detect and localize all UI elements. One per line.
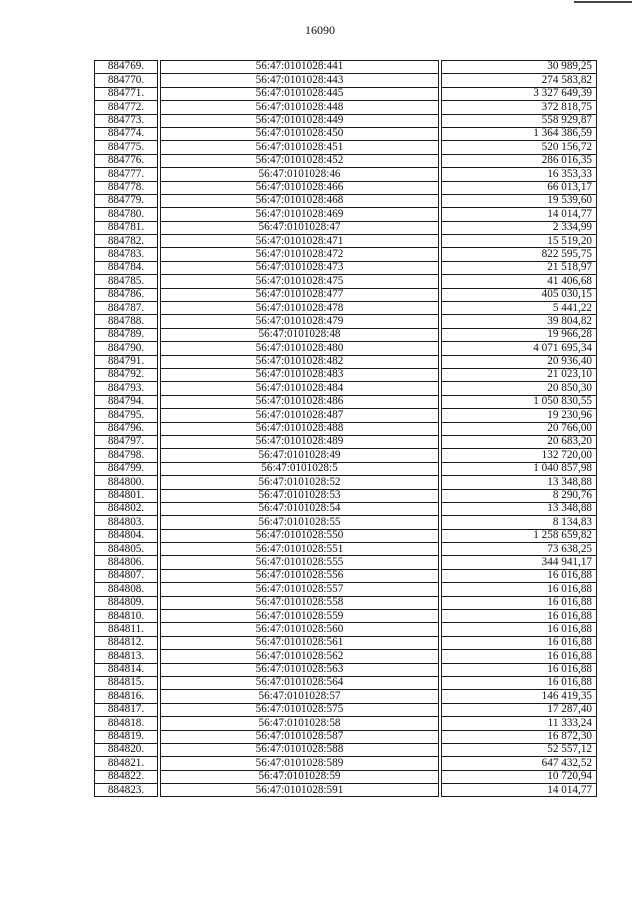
- row-number-cell: 884823.: [95, 784, 158, 797]
- row-number-cell: 884821.: [95, 757, 158, 770]
- table-row: [95, 235, 597, 248]
- table-row: [95, 302, 597, 315]
- cadastral-value-cell: 3 327 649,39: [442, 87, 597, 100]
- cadastral-number-cell: 56:47:0101028:480: [161, 342, 439, 355]
- cadastral-value-cell: 16 016,88: [442, 569, 597, 582]
- cadastral-number-cell: 56:47:0101028:556: [161, 569, 439, 582]
- cadastral-number-cell: 56:47:0101028:49: [161, 449, 439, 462]
- row-number-cell: 884822.: [95, 770, 158, 783]
- row-number-cell: 884817.: [95, 703, 158, 716]
- row-number-cell: 884796.: [95, 422, 158, 435]
- row-number-cell: 884799.: [95, 462, 158, 475]
- cadastral-value-cell: 16 016,88: [442, 610, 597, 623]
- row-number-cell: 884789.: [95, 328, 158, 341]
- cadastral-number-cell: 56:47:0101028:564: [161, 676, 439, 689]
- cadastral-value-cell: 146 419,35: [442, 690, 597, 703]
- cadastral-number-cell: 56:47:0101028:441: [161, 61, 439, 74]
- table-row: [95, 288, 597, 301]
- table-row: [95, 74, 597, 87]
- cadastral-value-cell: 132 720,00: [442, 449, 597, 462]
- row-number-cell: 884778.: [95, 181, 158, 194]
- row-number-cell: 884798.: [95, 449, 158, 462]
- row-number-cell: 884788.: [95, 315, 158, 328]
- cadastral-value-cell: 20 936,40: [442, 355, 597, 368]
- row-number-cell: 884807.: [95, 569, 158, 582]
- cadastral-number-cell: 56:47:0101028:58: [161, 717, 439, 730]
- cadastral-value-cell: 16 016,88: [442, 663, 597, 676]
- row-number-cell: 884809.: [95, 596, 158, 609]
- cadastral-number-cell: 56:47:0101028:472: [161, 248, 439, 261]
- cadastral-number-cell: 56:47:0101028:471: [161, 235, 439, 248]
- cadastral-number-cell: 56:47:0101028:57: [161, 690, 439, 703]
- table-row: [95, 583, 597, 596]
- cadastral-number-cell: 56:47:0101028:478: [161, 302, 439, 315]
- row-number-cell: 884801.: [95, 489, 158, 502]
- cadastral-value-cell: 30 989,25: [442, 61, 597, 74]
- cadastral-number-cell: 56:47:0101028:448: [161, 101, 439, 114]
- cadastral-number-cell: 56:47:0101028:550: [161, 529, 439, 542]
- table-row: [95, 516, 597, 529]
- table-row: [95, 114, 597, 127]
- table-row: [95, 784, 597, 797]
- table-row: [95, 395, 597, 408]
- row-number-cell: 884797.: [95, 435, 158, 448]
- cadastral-value-cell: 16 353,33: [442, 168, 597, 181]
- cadastral-number-cell: 56:47:0101028:466: [161, 181, 439, 194]
- row-number-cell: 884814.: [95, 663, 158, 676]
- cadastral-value-cell: 14 014,77: [442, 208, 597, 221]
- table-row: [95, 61, 597, 74]
- cadastral-value-cell: 647 432,52: [442, 757, 597, 770]
- table-row: [95, 529, 597, 542]
- row-number-cell: 884779.: [95, 194, 158, 207]
- cadastral-number-cell: 56:47:0101028:473: [161, 261, 439, 274]
- row-number-cell: 884815.: [95, 676, 158, 689]
- cadastral-value-cell: 822 595,75: [442, 248, 597, 261]
- cadastral-value-cell: 14 014,77: [442, 784, 597, 797]
- cadastral-number-cell: 56:47:0101028:477: [161, 288, 439, 301]
- row-number-cell: 884775.: [95, 141, 158, 154]
- table-row: [95, 435, 597, 448]
- cadastral-value-cell: 520 156,72: [442, 141, 597, 154]
- row-number-cell: 884794.: [95, 395, 158, 408]
- table-row: [95, 717, 597, 730]
- row-number-cell: 884785.: [95, 275, 158, 288]
- cadastral-number-cell: 56:47:0101028:588: [161, 743, 439, 756]
- row-number-cell: 884787.: [95, 302, 158, 315]
- table-row: [95, 181, 597, 194]
- cadastral-number-cell: 56:47:0101028:562: [161, 650, 439, 663]
- row-number-cell: 884820.: [95, 743, 158, 756]
- table-row: [95, 154, 597, 167]
- cadastral-value-cell: 1 258 659,82: [442, 529, 597, 542]
- cadastral-number-cell: 56:47:0101028:484: [161, 382, 439, 395]
- cadastral-number-cell: 56:47:0101028:55: [161, 516, 439, 529]
- cadastral-value-cell: 16 016,88: [442, 623, 597, 636]
- row-number-cell: 884811.: [95, 623, 158, 636]
- table-row: [95, 382, 597, 395]
- cadastral-value-cell: 10 720,94: [442, 770, 597, 783]
- cadastral-number-cell: 56:47:0101028:557: [161, 583, 439, 596]
- row-number-cell: 884781.: [95, 221, 158, 234]
- cadastral-number-cell: 56:47:0101028:445: [161, 87, 439, 100]
- cadastral-number-cell: 56:47:0101028:486: [161, 395, 439, 408]
- cadastral-number-cell: 56:47:0101028:449: [161, 114, 439, 127]
- cadastral-number-cell: 56:47:0101028:563: [161, 663, 439, 676]
- cadastral-value-cell: 16 016,88: [442, 596, 597, 609]
- cadastral-number-cell: 56:47:0101028:5: [161, 462, 439, 475]
- cadastral-value-cell: 20 766,00: [442, 422, 597, 435]
- cadastral-value-cell: 286 016,35: [442, 154, 597, 167]
- cadastral-number-cell: 56:47:0101028:488: [161, 422, 439, 435]
- row-number-cell: 884813.: [95, 650, 158, 663]
- table-row: [95, 489, 597, 502]
- cadastral-number-cell: 56:47:0101028:450: [161, 127, 439, 140]
- row-number-cell: 884806.: [95, 556, 158, 569]
- table-row: [95, 328, 597, 341]
- cadastral-value-cell: 66 013,17: [442, 181, 597, 194]
- row-number-cell: 884804.: [95, 529, 158, 542]
- table-row: [95, 757, 597, 770]
- cadastral-value-cell: 558 929,87: [442, 114, 597, 127]
- cadastral-value-cell: 16 016,88: [442, 676, 597, 689]
- cadastral-number-cell: 56:47:0101028:482: [161, 355, 439, 368]
- row-number-cell: 884790.: [95, 342, 158, 355]
- cadastral-number-cell: 56:47:0101028:469: [161, 208, 439, 221]
- cadastral-value-cell: 8 134,83: [442, 516, 597, 529]
- cadastral-number-cell: 56:47:0101028:468: [161, 194, 439, 207]
- table-row: [95, 730, 597, 743]
- row-number-cell: 884795.: [95, 409, 158, 422]
- table-row: [95, 275, 597, 288]
- cadastral-number-cell: 56:47:0101028:551: [161, 543, 439, 556]
- cadastral-value-cell: 52 557,12: [442, 743, 597, 756]
- row-number-cell: 884771.: [95, 87, 158, 100]
- cadastral-number-cell: 56:47:0101028:59: [161, 770, 439, 783]
- cadastral-value-cell: 372 818,75: [442, 101, 597, 114]
- table-row: [95, 422, 597, 435]
- row-number-cell: 884816.: [95, 690, 158, 703]
- table-row: [95, 248, 597, 261]
- table-row: [95, 502, 597, 515]
- table-row: [95, 194, 597, 207]
- table-row: [95, 596, 597, 609]
- cadastral-number-cell: 56:47:0101028:479: [161, 315, 439, 328]
- table-row: [95, 355, 597, 368]
- cadastral-value-cell: 19 230,96: [442, 409, 597, 422]
- row-number-cell: 884777.: [95, 168, 158, 181]
- cadastral-number-cell: 56:47:0101028:475: [161, 275, 439, 288]
- cadastral-value-cell: 17 287,40: [442, 703, 597, 716]
- cadastral-number-cell: 56:47:0101028:589: [161, 757, 439, 770]
- cadastral-value-cell: 1 364 386,59: [442, 127, 597, 140]
- cadastral-number-cell: 56:47:0101028:443: [161, 74, 439, 87]
- table-row: [95, 610, 597, 623]
- row-number-cell: 884772.: [95, 101, 158, 114]
- cadastral-value-cell: 16 016,88: [442, 650, 597, 663]
- table-row: [95, 663, 597, 676]
- table-row: [95, 462, 597, 475]
- corner-mark: [574, 1, 632, 3]
- table-row: [95, 221, 597, 234]
- cadastral-value-cell: 13 348,88: [442, 476, 597, 489]
- row-number-cell: 884800.: [95, 476, 158, 489]
- cadastral-value-cell: 15 519,20: [442, 235, 597, 248]
- cadastral-value-cell: 16 872,30: [442, 730, 597, 743]
- row-number-cell: 884773.: [95, 114, 158, 127]
- row-number-cell: 884792.: [95, 368, 158, 381]
- table-row: [95, 770, 597, 783]
- row-number-cell: 884791.: [95, 355, 158, 368]
- cadastral-number-cell: 56:47:0101028:46: [161, 168, 439, 181]
- table-row: [95, 556, 597, 569]
- table-row: [95, 101, 597, 114]
- row-number-cell: 884776.: [95, 154, 158, 167]
- table-row: [95, 703, 597, 716]
- cadastral-value-cell: 1 040 857,98: [442, 462, 597, 475]
- cadastral-value-cell: 2 334,99: [442, 221, 597, 234]
- cadastral-value-cell: 274 583,82: [442, 74, 597, 87]
- cadastral-number-cell: 56:47:0101028:47: [161, 221, 439, 234]
- table-row: [95, 368, 597, 381]
- cadastral-number-cell: 56:47:0101028:575: [161, 703, 439, 716]
- cadastral-value-cell: 4 071 695,34: [442, 342, 597, 355]
- cadastral-value-cell: 39 804,82: [442, 315, 597, 328]
- cadastral-number-cell: 56:47:0101028:555: [161, 556, 439, 569]
- row-number-cell: 884803.: [95, 516, 158, 529]
- cadastral-number-cell: 56:47:0101028:48: [161, 328, 439, 341]
- cadastral-value-cell: 1 050 830,55: [442, 395, 597, 408]
- row-number-cell: 884805.: [95, 543, 158, 556]
- cadastral-number-cell: 56:47:0101028:558: [161, 596, 439, 609]
- cadastral-number-cell: 56:47:0101028:489: [161, 435, 439, 448]
- cadastral-value-cell: 11 333,24: [442, 717, 597, 730]
- table-row: [95, 543, 597, 556]
- row-number-cell: 884818.: [95, 717, 158, 730]
- cadastral-value-cell: 21 518,97: [442, 261, 597, 274]
- table-row: [95, 743, 597, 756]
- row-number-cell: 884774.: [95, 127, 158, 140]
- page-number: 16090: [305, 23, 335, 37]
- cadastral-value-cell: 41 406,68: [442, 275, 597, 288]
- cadastral-number-cell: 56:47:0101028:54: [161, 502, 439, 515]
- table-row: [95, 409, 597, 422]
- table-row: [95, 87, 597, 100]
- row-number-cell: 884810.: [95, 610, 158, 623]
- row-number-cell: 884770.: [95, 74, 158, 87]
- row-number-cell: 884808.: [95, 583, 158, 596]
- row-number-cell: 884769.: [95, 61, 158, 74]
- cadastral-value-cell: 16 016,88: [442, 583, 597, 596]
- table-row: [95, 315, 597, 328]
- cadastral-number-cell: 56:47:0101028:559: [161, 610, 439, 623]
- cadastral-value-cell: 16 016,88: [442, 636, 597, 649]
- cadastral-value-cell: 13 348,88: [442, 502, 597, 515]
- cadastral-value-cell: 344 941,17: [442, 556, 597, 569]
- cadastral-value-cell: 19 966,28: [442, 328, 597, 341]
- cadastral-number-cell: 56:47:0101028:52: [161, 476, 439, 489]
- table-row: [95, 261, 597, 274]
- table-row: [95, 127, 597, 140]
- cadastral-value-cell: 8 290,76: [442, 489, 597, 502]
- cadastral-number-cell: 56:47:0101028:452: [161, 154, 439, 167]
- table-row: [95, 141, 597, 154]
- table-row: [95, 449, 597, 462]
- row-number-cell: 884812.: [95, 636, 158, 649]
- cadastral-number-cell: 56:47:0101028:53: [161, 489, 439, 502]
- table-row: [95, 569, 597, 582]
- cadastral-number-cell: 56:47:0101028:587: [161, 730, 439, 743]
- cadastral-value-cell: 20 683,20: [442, 435, 597, 448]
- row-number-cell: 884780.: [95, 208, 158, 221]
- cadastral-number-cell: 56:47:0101028:561: [161, 636, 439, 649]
- cadastral-number-cell: 56:47:0101028:451: [161, 141, 439, 154]
- row-number-cell: 884802.: [95, 502, 158, 515]
- cadastral-value-cell: 19 539,60: [442, 194, 597, 207]
- row-number-cell: 884782.: [95, 235, 158, 248]
- table-row: [95, 168, 597, 181]
- cadastral-number-cell: 56:47:0101028:487: [161, 409, 439, 422]
- table-row: [95, 676, 597, 689]
- row-number-cell: 884819.: [95, 730, 158, 743]
- table-row: [95, 650, 597, 663]
- cadastral-number-cell: 56:47:0101028:483: [161, 368, 439, 381]
- row-number-cell: 884793.: [95, 382, 158, 395]
- row-number-cell: 884784.: [95, 261, 158, 274]
- row-number-cell: 884786.: [95, 288, 158, 301]
- cadastral-number-cell: 56:47:0101028:560: [161, 623, 439, 636]
- table-row: [95, 476, 597, 489]
- cadastral-value-cell: 5 441,22: [442, 302, 597, 315]
- cadastral-number-cell: 56:47:0101028:591: [161, 784, 439, 797]
- cadastral-value-cell: 405 030,15: [442, 288, 597, 301]
- table-row: [95, 208, 597, 221]
- table-row: [95, 623, 597, 636]
- cadastral-value-cell: 21 023,10: [442, 368, 597, 381]
- cadastral-value-cell: 73 638,25: [442, 543, 597, 556]
- cadastral-value-table: [94, 60, 597, 797]
- row-number-cell: 884783.: [95, 248, 158, 261]
- table-row: [95, 690, 597, 703]
- table-row: [95, 636, 597, 649]
- cadastral-value-cell: 20 850,30: [442, 382, 597, 395]
- table-row: [95, 342, 597, 355]
